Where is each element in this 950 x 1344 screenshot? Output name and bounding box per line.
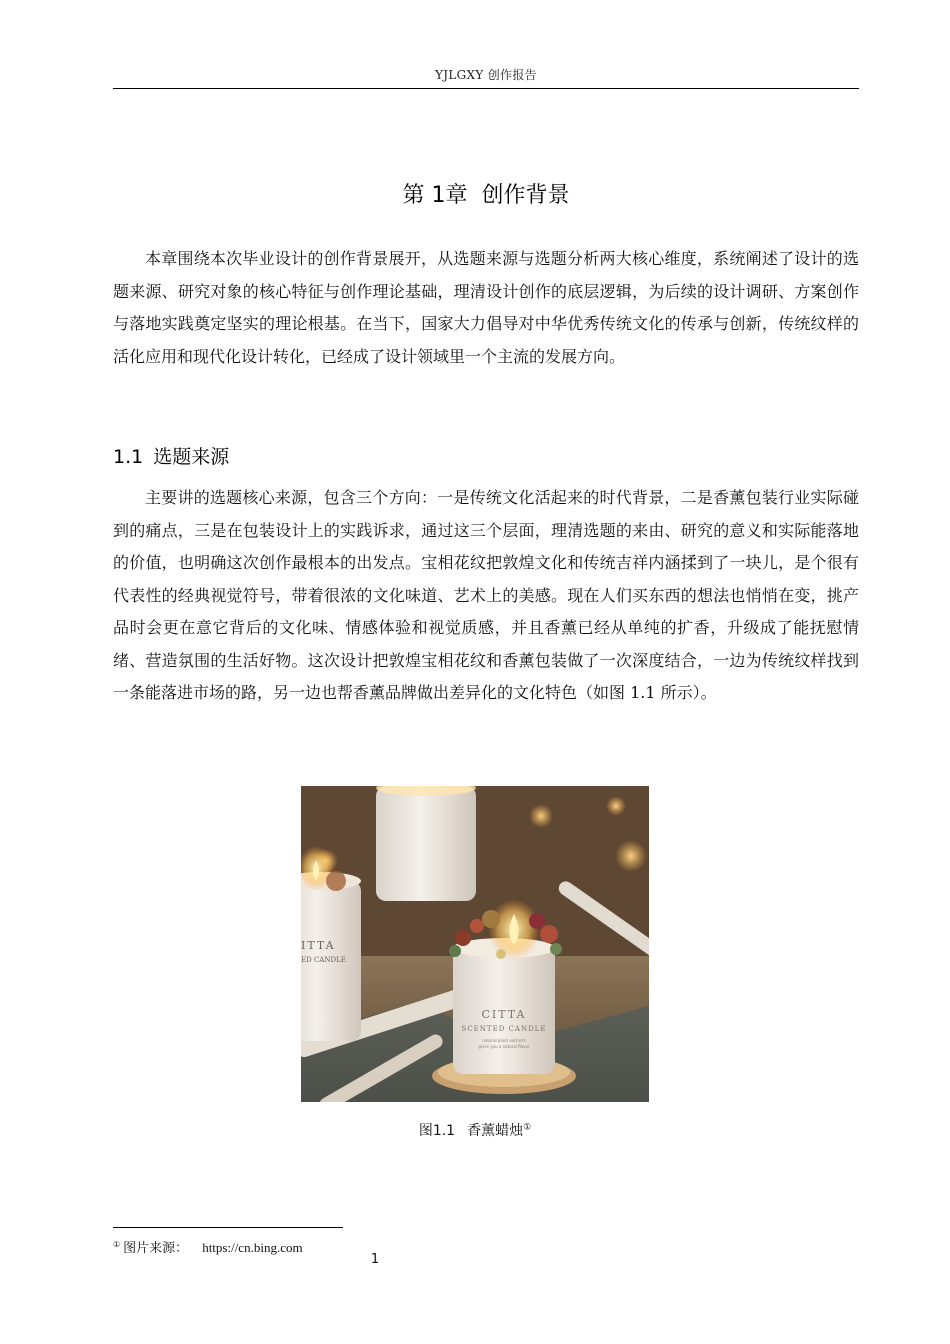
figure-number: 图1.1: [418, 1123, 456, 1139]
candle-small-text-2: gives you a natural flavor: [478, 1044, 530, 1049]
intro-paragraph: 本章围绕本次毕业设计的创作背景展开，从选题来源与选题分析两大核心维度，系统阐述了设计的选题来源、研究对象的核心特征与创作理论基础，理清设计创作的底层逻辑，为后续的设计调研、方案创作与落地实践奠定坚实的理论根基。在当下，国家大力倡导对中华优秀传统文化的传承与创新，传统纹样的活化应用和现代化设计转化，已经成了设计领域里一个主流的发展方向。: [113, 249, 859, 366]
bokeh-light: [615, 840, 647, 872]
section-paragraph: 主要讲的选题核心来源，包含三个方向：一是传统文化活起来的时代背景，二是香薰包装行业实际碰到的痛点，三是在包装设计上的实践诉求，通过这三个层面，理清选题的来由、研究的意义和实际能落地的价值，也明确这次创作最根本的出发点。宝相花纹把敦煌文化和传统吉祥内涵揉到了一块儿，是个很有代表性的经典视觉符号，带着很浓的文化味道、艺术上的美感。现在人们买东西的想法也悄悄在变，挑产品时会更在意它背后的文化味、情感体验和视觉质感，并且香薰已经从单纯的扩香，升级成了能抚慰情绪、营造氛围的生活好物。这次设计把敦煌宝相花纹和香薰包装做了一次深度结合，一边为传统纹样找到一条能落进市场的路，另一边也帮香薰品牌做出差异化的文化特色（如图 1.1 所示）。: [113, 488, 859, 702]
candle-small-text-1: natural plant extracts: [482, 1038, 526, 1043]
candle-illustration: [301, 786, 649, 1102]
section-heading: [113, 442, 229, 469]
chapter-name: 创作背景: [481, 183, 570, 208]
candle-photo: [301, 786, 649, 1102]
section-number: 1.1: [113, 446, 144, 468]
footnote-reference-mark: ①: [523, 1122, 532, 1133]
left-candle-product-text: ED CANDLE: [301, 956, 346, 964]
candle-brand-text: CITTA: [481, 1008, 527, 1021]
figure-caption: [301, 1120, 649, 1140]
footnote-mark: ①: [113, 1239, 121, 1249]
chapter-number: 第 1章: [402, 183, 468, 208]
header-rule: [113, 88, 859, 89]
running-header: YJLGXY 创作报告: [435, 68, 537, 82]
footnote: [113, 1237, 303, 1256]
candle-product-text: SCENTED CANDLE: [461, 1025, 547, 1033]
bokeh-light: [529, 804, 553, 828]
back-candle: [376, 786, 476, 901]
bokeh-light: [606, 796, 626, 816]
figure-title: 香薰蜡烛: [467, 1123, 524, 1139]
chapter-title: [113, 178, 859, 209]
section-name: 选题来源: [153, 446, 230, 468]
footnote-label: 图片来源：: [123, 1241, 189, 1256]
page-number: 1: [370, 1252, 380, 1267]
footnote-source-url: https://cn.bing.com: [202, 1240, 303, 1255]
left-candle-brand-text: ITTA: [301, 939, 336, 952]
footnote-rule: [113, 1227, 343, 1228]
